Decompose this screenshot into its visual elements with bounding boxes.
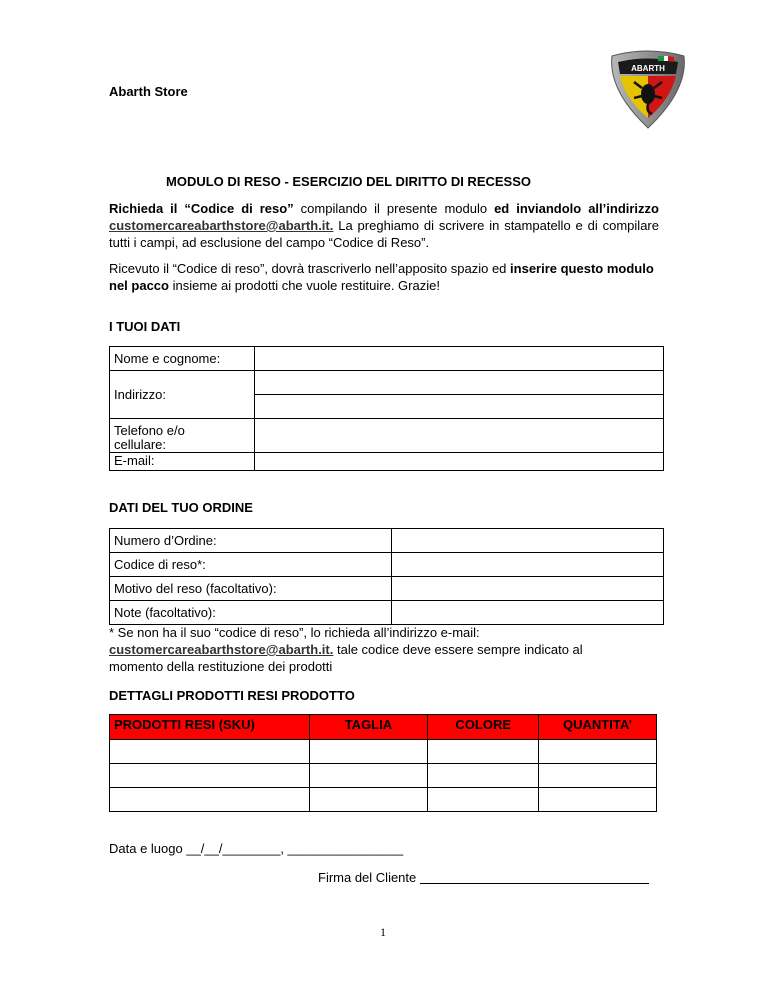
intro-code-label: “Codice di reso” <box>184 201 294 216</box>
name-field[interactable] <box>254 347 663 371</box>
order-data-table <box>109 528 664 625</box>
notes-field[interactable] <box>391 601 663 625</box>
col-size-header: TAGLIA <box>309 715 428 740</box>
phone-label-line-1: Telefono e/o <box>114 423 185 438</box>
your-data-heading: I TUOI DATI <box>109 319 181 334</box>
note-email-link[interactable]: customercareabarthstore@abarth.it. <box>109 642 334 657</box>
signature-label: Firma del Cliente <box>318 870 417 885</box>
return-reason-field[interactable] <box>391 577 663 601</box>
quantity-cell[interactable] <box>539 764 657 788</box>
notes-label: Note (facoltativo): <box>110 601 392 625</box>
intro-text-1: Richieda il <box>109 201 178 216</box>
signature-row <box>318 870 649 885</box>
name-label: Nome e cognome: <box>110 347 255 371</box>
instructions-text-3: insieme ai prodotti che vuole restituire. Grazie! <box>172 278 440 293</box>
your-data-table <box>109 346 664 471</box>
size-cell[interactable] <box>309 788 428 812</box>
products-heading: DETTAGLI PRODOTTI RESI PRODOTTO <box>109 688 355 703</box>
sku-cell[interactable] <box>110 788 310 812</box>
intro-text-2: compilando il presente modulo <box>300 201 488 216</box>
intro-text-3: ed inviandolo all’indirizzo <box>494 201 659 216</box>
sku-cell[interactable] <box>110 740 310 764</box>
intro-email-link[interactable]: customercareabarthstore@abarth.it. <box>109 218 334 233</box>
address-field-line-2[interactable] <box>254 395 663 419</box>
logo-text: ABARTH <box>631 64 665 73</box>
return-code-note <box>109 624 669 675</box>
date-place-field[interactable]: Data e luogo __/__/________, ________________ <box>109 841 404 856</box>
instructions-text-2: inserire questo modulo nel pacco <box>109 261 654 293</box>
order-data-heading: DATI DEL TUO ORDINE <box>109 500 253 515</box>
note-text-3: momento della restituzione dei prodotti <box>109 659 333 674</box>
instructions-text-1: Ricevuto il “Codice di reso”, dovrà trascriverlo nell’apposito spazio ed <box>109 261 507 276</box>
sku-cell[interactable] <box>110 764 310 788</box>
color-cell[interactable] <box>428 764 539 788</box>
address-label: Indirizzo: <box>110 371 255 419</box>
products-table <box>109 714 657 812</box>
col-quantity-header: QUANTITA’ <box>539 715 657 740</box>
table-row <box>110 740 657 764</box>
return-reason-label: Motivo del reso (facoltativo): <box>110 577 392 601</box>
phone-label-line-2: cellulare: <box>114 437 167 452</box>
page-title: MODULO DI RESO - ESERCIZIO DEL DIRITTO DI RECESSO <box>166 174 531 189</box>
address-field-line-1[interactable] <box>254 371 663 395</box>
instructions-paragraph <box>109 260 661 294</box>
col-sku-header: PRODOTTI RESI (SKU) <box>110 715 310 740</box>
order-number-field[interactable] <box>391 529 663 553</box>
products-header-row <box>110 715 657 740</box>
size-cell[interactable] <box>309 740 428 764</box>
phone-label <box>110 419 255 453</box>
color-cell[interactable] <box>428 740 539 764</box>
color-cell[interactable] <box>428 788 539 812</box>
abarth-logo <box>606 50 690 130</box>
order-number-label: Numero d’Ordine: <box>110 529 392 553</box>
quantity-cell[interactable] <box>539 788 657 812</box>
signature-line[interactable] <box>420 870 649 884</box>
note-text-2: tale codice deve essere sempre indicato al <box>336 642 583 657</box>
store-name: Abarth Store <box>109 84 188 99</box>
col-color-header: COLORE <box>428 715 539 740</box>
email-label: E-mail: <box>110 453 255 471</box>
quantity-cell[interactable] <box>539 740 657 764</box>
table-row <box>110 788 657 812</box>
email-field[interactable] <box>254 453 663 471</box>
size-cell[interactable] <box>309 764 428 788</box>
page-number: 1 <box>380 925 386 939</box>
table-row <box>110 764 657 788</box>
intro-text-4: La preghiamo di scrivere in stampatello e di compilare tutti i campi, ad esclusione del campo “Codice di Reso”. <box>109 218 659 250</box>
intro-paragraph <box>109 200 659 251</box>
phone-field[interactable] <box>254 419 663 453</box>
note-text-1: * Se non ha il suo “codice di reso”, lo richieda all’indirizzo e-mail: <box>109 625 480 640</box>
return-code-field[interactable] <box>391 553 663 577</box>
return-code-label: Codice di reso*: <box>110 553 392 577</box>
